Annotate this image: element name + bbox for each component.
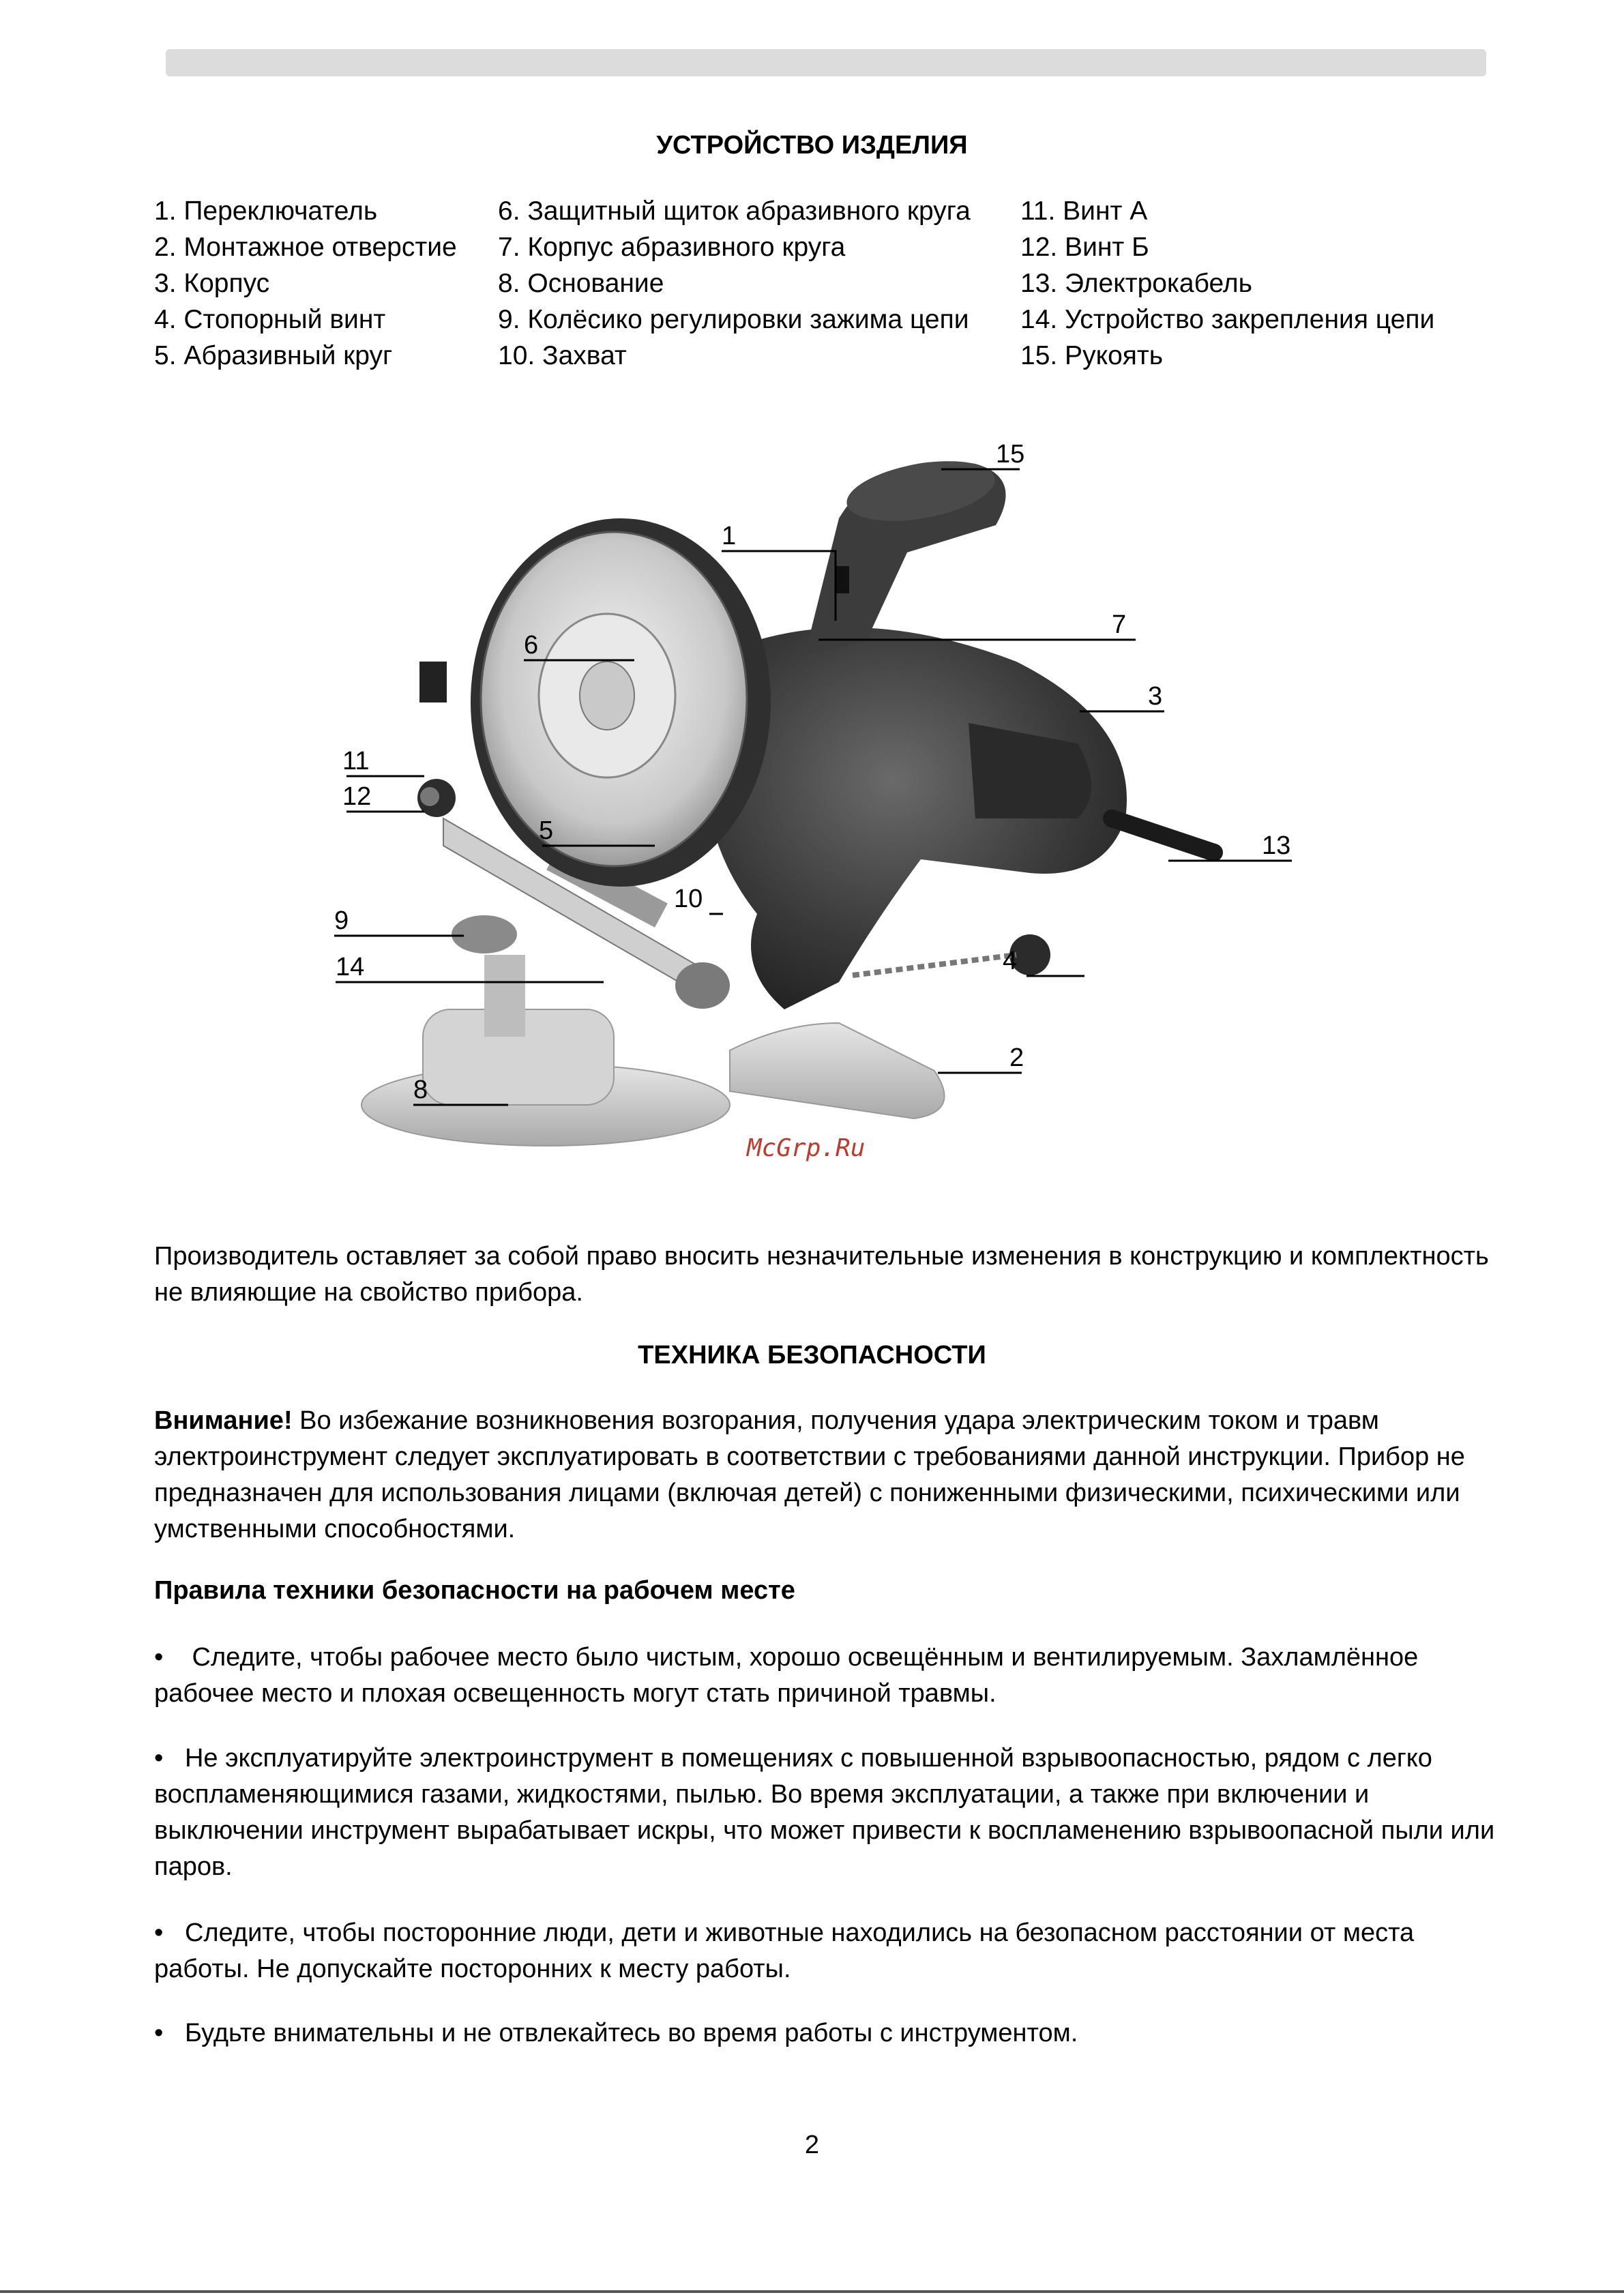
part-item: 6. Защитный щиток абразивного круга <box>498 196 971 226</box>
callout-11: 11 <box>342 747 370 775</box>
callout-9: 9 <box>334 906 349 935</box>
part-item: 1. Переключатель <box>154 196 378 226</box>
manufacturer-note: Производитель оставляет за собой право вносить незначительные изменения в конструкцию и комплектность не влияющие на свойство прибора. <box>154 1242 1489 1307</box>
callout-7: 7 <box>1112 610 1127 639</box>
bullet-item: • Не эксплуатируйте электроинструмент в помещениях с повышенной взрывоопасностью, рядом с легко воспламеняющимися газами, жидкостями, пылью. Во время эксплуатации, а также при включении и выключении инструмент вырабатывает искры, что может привести к воспламенению взрывоопасной пыли или паров. <box>154 1744 1502 1881</box>
part-item: 2. Монтажное отверстие <box>154 233 457 262</box>
part-item: 13. Электрокабель <box>1020 269 1252 298</box>
part-item: 3. Корпус <box>154 269 270 298</box>
part-item: 15. Рукоять <box>1020 341 1164 370</box>
callout-5: 5 <box>539 816 554 845</box>
part-item: 4. Стопорный винт <box>154 305 386 334</box>
base-illustration <box>361 955 945 1146</box>
motor-body-illustration <box>703 627 1214 1009</box>
wheel-guard-illustration <box>419 518 771 887</box>
callout-3: 3 <box>1148 682 1163 711</box>
bullet-item: • Будьте внимательны и не отвлекайтесь во время работы с инструментом. <box>154 2019 1078 2047</box>
parts-column-2 <box>498 193 971 374</box>
watermark: McGrp.Ru <box>747 1134 866 1162</box>
callout-4: 4 <box>1003 947 1018 975</box>
section-title-safety: ТЕХНИКА БЕЗОПАСНОСТИ <box>638 1341 986 1369</box>
callout-12: 12 <box>342 782 372 811</box>
parts-column-1 <box>154 193 457 374</box>
section-title-device: УСТРОЙСТВО ИЗДЕЛИЯ <box>656 131 968 160</box>
part-item: 5. Абразивный круг <box>154 341 393 370</box>
warning-paragraph <box>154 1403 1511 1548</box>
callout-2: 2 <box>1009 1043 1024 1072</box>
part-item: 10. Захват <box>498 341 627 370</box>
warning-label: Внимание! <box>154 1406 293 1435</box>
warning-text: Во избежание возникновения возгорания, получения удара электрическим током и травм электроинструмент следует эксплуатировать в соответствии с требованиями данной инструкции. Прибор не предназначен для использования лицами (включая детей) с пониженными физическими, психическими или умственными способностями. <box>154 1406 1465 1543</box>
part-item: 8. Основание <box>498 269 664 298</box>
callout-13: 13 <box>1262 831 1291 860</box>
callout-14: 14 <box>336 953 365 981</box>
callout-6: 6 <box>524 631 539 660</box>
bottom-rule <box>0 2290 1624 2293</box>
part-item: 7. Корпус абразивного круга <box>498 233 846 262</box>
part-item: 9. Колёсико регулировки зажима цепи <box>498 305 969 334</box>
bullet-item: • Следите, чтобы посторонние люди, дети и животные находились на безопасном расстоянии от места работы. Не допускайте посторонних к месту работы. <box>154 1919 1421 1983</box>
header-bar <box>166 49 1486 76</box>
bullet-item: • Следите, чтобы рабочее место было чистым, хорошо освещённым и вентилируемым. Захламлённое рабочее место и плохая освещенность могут стать причиной травмы. <box>154 1643 1426 1708</box>
callout-8: 8 <box>413 1076 428 1104</box>
page-number: 2 <box>804 2131 820 2159</box>
part-item: 11. Винт А <box>1020 196 1148 226</box>
callout-1: 1 <box>722 522 737 550</box>
chain-sharpener-figure <box>321 436 1316 1180</box>
callout-10: 10 <box>674 885 703 913</box>
part-item: 12. Винт Б <box>1020 233 1149 262</box>
rules-heading: Правила техники безопасности на рабочем месте <box>154 1576 795 1605</box>
part-item: 14. Устройство закрепления цепи <box>1020 305 1435 334</box>
callout-15: 15 <box>996 440 1025 469</box>
parts-column-3 <box>1020 193 1434 374</box>
